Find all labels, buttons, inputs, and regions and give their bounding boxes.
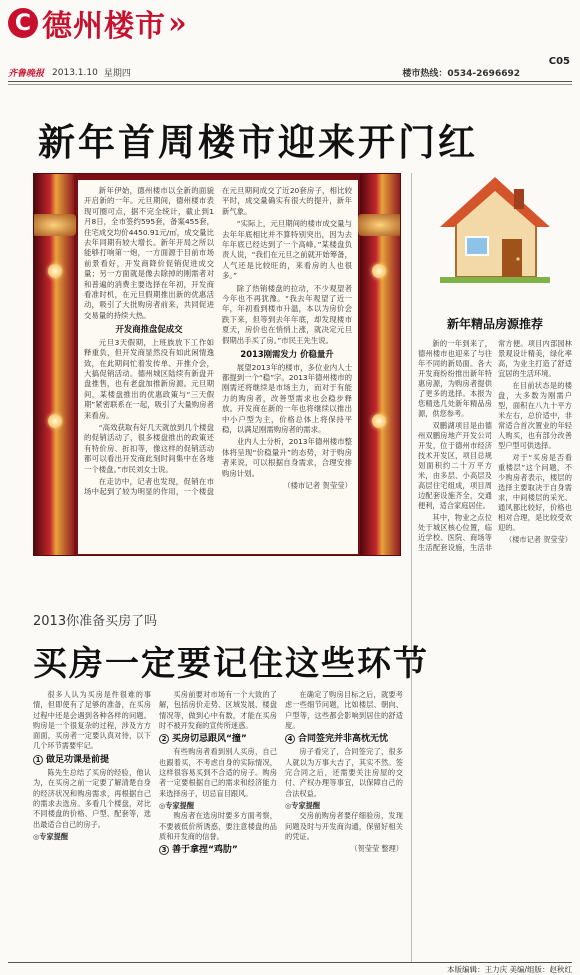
right-paragraph: 对于“买房是否看重楼层”这个问题，不少购房者表示，楼层的选择主要取决于自身需求，中间楼层的采光、通风都比较好，价格也相对合理，是比较受欢迎的。	[498, 453, 572, 532]
section2-body	[33, 690, 403, 962]
house-illustration	[440, 173, 550, 285]
bullet-icon: 4	[285, 734, 295, 744]
section2-paragraph: 交房前购房者要仔细验房，发现问题及时与开发商沟通，保留好相关的凭证。	[285, 811, 403, 841]
lamp-decoration	[372, 264, 386, 278]
lamp-decoration	[372, 414, 386, 428]
section2-paragraph: 陈先生总结了买房的经验，他认为，在买房之前一定要了解清楚自身的经济状况和购房需求，再根据自己的需求去选房。多看几个楼盘，对比不同楼盘的价格、户型、配套等，选出最适合自己的房子。	[33, 768, 151, 829]
section2-headline: 买房一定要记住这些环节	[33, 644, 429, 684]
section2-paragraph: 有些购房者看到别人买房，自己也跟着买，不考虑自身的实际情况，这样很容易买到不合适的房子。购房者一定要根据自己的需求和经济能力来选择房子，切忌盲目跟风。	[159, 747, 277, 798]
page-number: C05	[548, 56, 570, 67]
pillar-cap-decoration	[358, 214, 401, 236]
issue-weekday: 星期四	[103, 69, 131, 79]
feature-paragraph: 元旦3天假期，上班族放下工作如释重负，但开发商显然没有如此闲情逸致，在此期间忙着发传单、开推介会，大搞促销活动。德州城区陆续有新盘开盘推售，也有老盘加推新房源。元旦期间，某楼盘推出的优惠政策与“三天假期”紧密联系在一起，吸引了大量购房者来看房。	[84, 337, 214, 420]
bullet-icon: 1	[33, 755, 43, 765]
feature-paragraph: 除了热销楼盘的拉动，不少观望者今年也不再犹豫。“我去年观望了近一年，年初看到楼市升温，本以为房价会跌下来，但等到去年年底，却发现楼市夏天，房价也在悄悄上涨，就决定元旦假期出手买了房。”市民王先生说。	[222, 283, 352, 345]
feature-article	[33, 173, 401, 556]
bullet-icon: 2	[159, 734, 169, 744]
section-title: 德州楼市	[42, 9, 166, 44]
expert-tip-label: ◎专家提醒	[159, 800, 195, 810]
right-paragraph: 其中，物业之点位处于城区核心位置，临近学校、医院、商场等生活配套设施，生活非常方便。项目内部园林景观设计精美，绿化率高，为业主打造了舒适宜居的生活环境。	[418, 339, 572, 552]
section2-byline: （贺莹莹 整理）	[350, 844, 403, 854]
lamp-decoration	[48, 414, 62, 428]
section2-paragraph: 房子看完了，合同签完了，很多人就以为万事大吉了，其实不然。签完合同之后，还需要关注房屋的交付、产权办理等事宜，以保障自己的合法权益。	[285, 747, 403, 798]
hotline: 楼市热线：0534-2696692	[402, 69, 520, 79]
title-quote-mark: »	[168, 5, 187, 41]
section2-subhead: 2 买房切忌跟风“撞”	[159, 734, 277, 744]
feature-body	[78, 180, 358, 554]
section2-paragraph: 购房者在选房时要多方面考察，不要被低价所诱惑，要注意楼盘的品质和开发商的信誉。	[159, 811, 277, 841]
feature-paragraph: 在走访中，记者也发现，促销在市场中起到了较为明显的作用，一个楼盘在元旦期间成交了近20套房子，相比较平时，成交量确实有很大的提升，新年新气象。	[84, 186, 352, 497]
right-paragraph: 新的一年到来了，德州楼市也迎来了与往年不同的新局面。各大开发商纷纷推出新年特惠房源，为购房者提供了更多的选择。本报为您精选几处新年精品房源，供您参考。	[418, 339, 492, 418]
feature-intro: 新年伊始，德州楼市以全新的面貌开启新的一年。元旦期间，德州楼市表现可圈可点，据不完全统计，截止到1月8日，全市签约595套，备案455套，住宅成交均价4450.91元/㎡，成交量比去年同期有较大增长。新年开局之所以能够打响第一炮，一方面源于目前市场前景看好，开发商降价促销促进成交量；另一方面就是像去除掉的刚需者对和普遍的消费主要选择在年初，开发商看准时机，在元旦假期推出新的优惠活动，吸引了大批购房者前来，共同促进交易量的持续大热。	[84, 186, 214, 320]
right-headline: 新年精品房源推荐	[446, 317, 543, 331]
section2-intro: 很多人认为买房是件很难的事情，但即使有了足够的准备，在买房过程中还是会遇到各种各样的问题。购房是一个很复杂的过程，涉及方方面面，买房者一定要认真对待，以下几个环节需要牢记。	[33, 690, 151, 751]
section2-kicker: 2013你准备买房了吗	[33, 614, 158, 629]
right-paragraph: 在目前状态是的楼盘，大多数为刚需户型，面积在八九十平方米左右，总价适中，非常适合首次置业的年轻人购买，也有部分改善型户型可供选择。	[498, 381, 572, 450]
right-column	[418, 173, 572, 973]
right-paragraph: 双鹏湖项目是由德州双鹏房地产开发公司开发，位于德州市经济技术开发区，项目总规划面积约二十万平方米，由多层、小高层及高层住宅组成，项目周边配套设施齐全，交通便利，适合家庭居住。	[418, 421, 492, 510]
lamp-decoration	[48, 264, 62, 278]
expert-tip-label: ◎专家提醒	[33, 831, 69, 841]
feature-paragraph: 业内人士分析，2013年德州楼市整体将呈现“价稳量升”的态势，对于购房者来说，可以根据自身需求，合理安排购房计划。	[222, 437, 352, 478]
issue-date: 2013.1.10	[52, 67, 98, 78]
bullet-icon: 3	[159, 845, 169, 855]
footer-credits: 本版编辑：王力庆 美编/组版：赵秋红	[8, 962, 572, 975]
feature-byline: （楼市记者 贺莹莹）	[283, 480, 352, 490]
column-divider	[411, 173, 412, 963]
section2-subhead: 3 善于拿捏“鸡肋”	[159, 845, 277, 855]
section2-paragraph: 买房前要对市场有一个大致的了解，包括房价走势、区域发展、楼盘情况等，做到心中有数，才能在买房时不被开发商的宣传所迷惑。	[159, 690, 277, 730]
right-byline: （楼市记者 贺莹莹）	[505, 535, 572, 544]
section2-paragraph: 在确定了购房目标之后，就要考虑一些细节问题，比如楼层、朝向、户型等，这些都会影响到居住的舒适度。	[285, 690, 403, 730]
masthead	[8, 4, 187, 42]
section2-subhead: 1 做足功课是前提	[33, 755, 151, 765]
feature-paragraph: “实际上，元旦期间的楼市成交量与去年年底相比并不算特别突出，因为去年年底已经达到了一个高峰。”某楼盘负责人说，“我们在元旦之前就开始筹备，人气还是比较旺的，来看房的人也很多。”	[222, 219, 352, 281]
feature-subhead: 2013刚需发力 价稳量升	[240, 349, 334, 360]
pillar-cap-decoration	[33, 214, 76, 236]
feature-subhead: 开发商推盘促成交	[115, 324, 183, 335]
divider	[8, 84, 572, 85]
meta-bar	[8, 56, 572, 82]
section2-subhead: 4 合同签完并非高枕无忧	[285, 734, 403, 744]
right-body	[418, 339, 572, 967]
feature-paragraph: 展望2013年的楼市，多位业内人士都提到一个“稳”字。2013年德州楼市的刚需还将继续是市场主力，而对于有能力的购房者，改善型需求也会稳步释放。开发商在新的一年也将继续以推出中小户型为主，价格总体上将保持平稳，以满足刚需购房者的需求。	[222, 362, 352, 434]
expert-tip-label: ◎专家提醒	[285, 800, 321, 810]
main-headline: 新年首周楼市迎来开门红	[38, 121, 478, 164]
feature-paragraph: “高效获取有好几天就放到几个楼盘的促销活动了，很多楼盘推出的政策还有特价房、折扣等，像这样的促销活动都可以看出开发商此刻时间集中在各地一个楼盘。”市民刘女士说。	[84, 422, 214, 474]
paper-name: 齐鲁晚报	[8, 69, 45, 79]
section-badge: C	[8, 8, 38, 38]
